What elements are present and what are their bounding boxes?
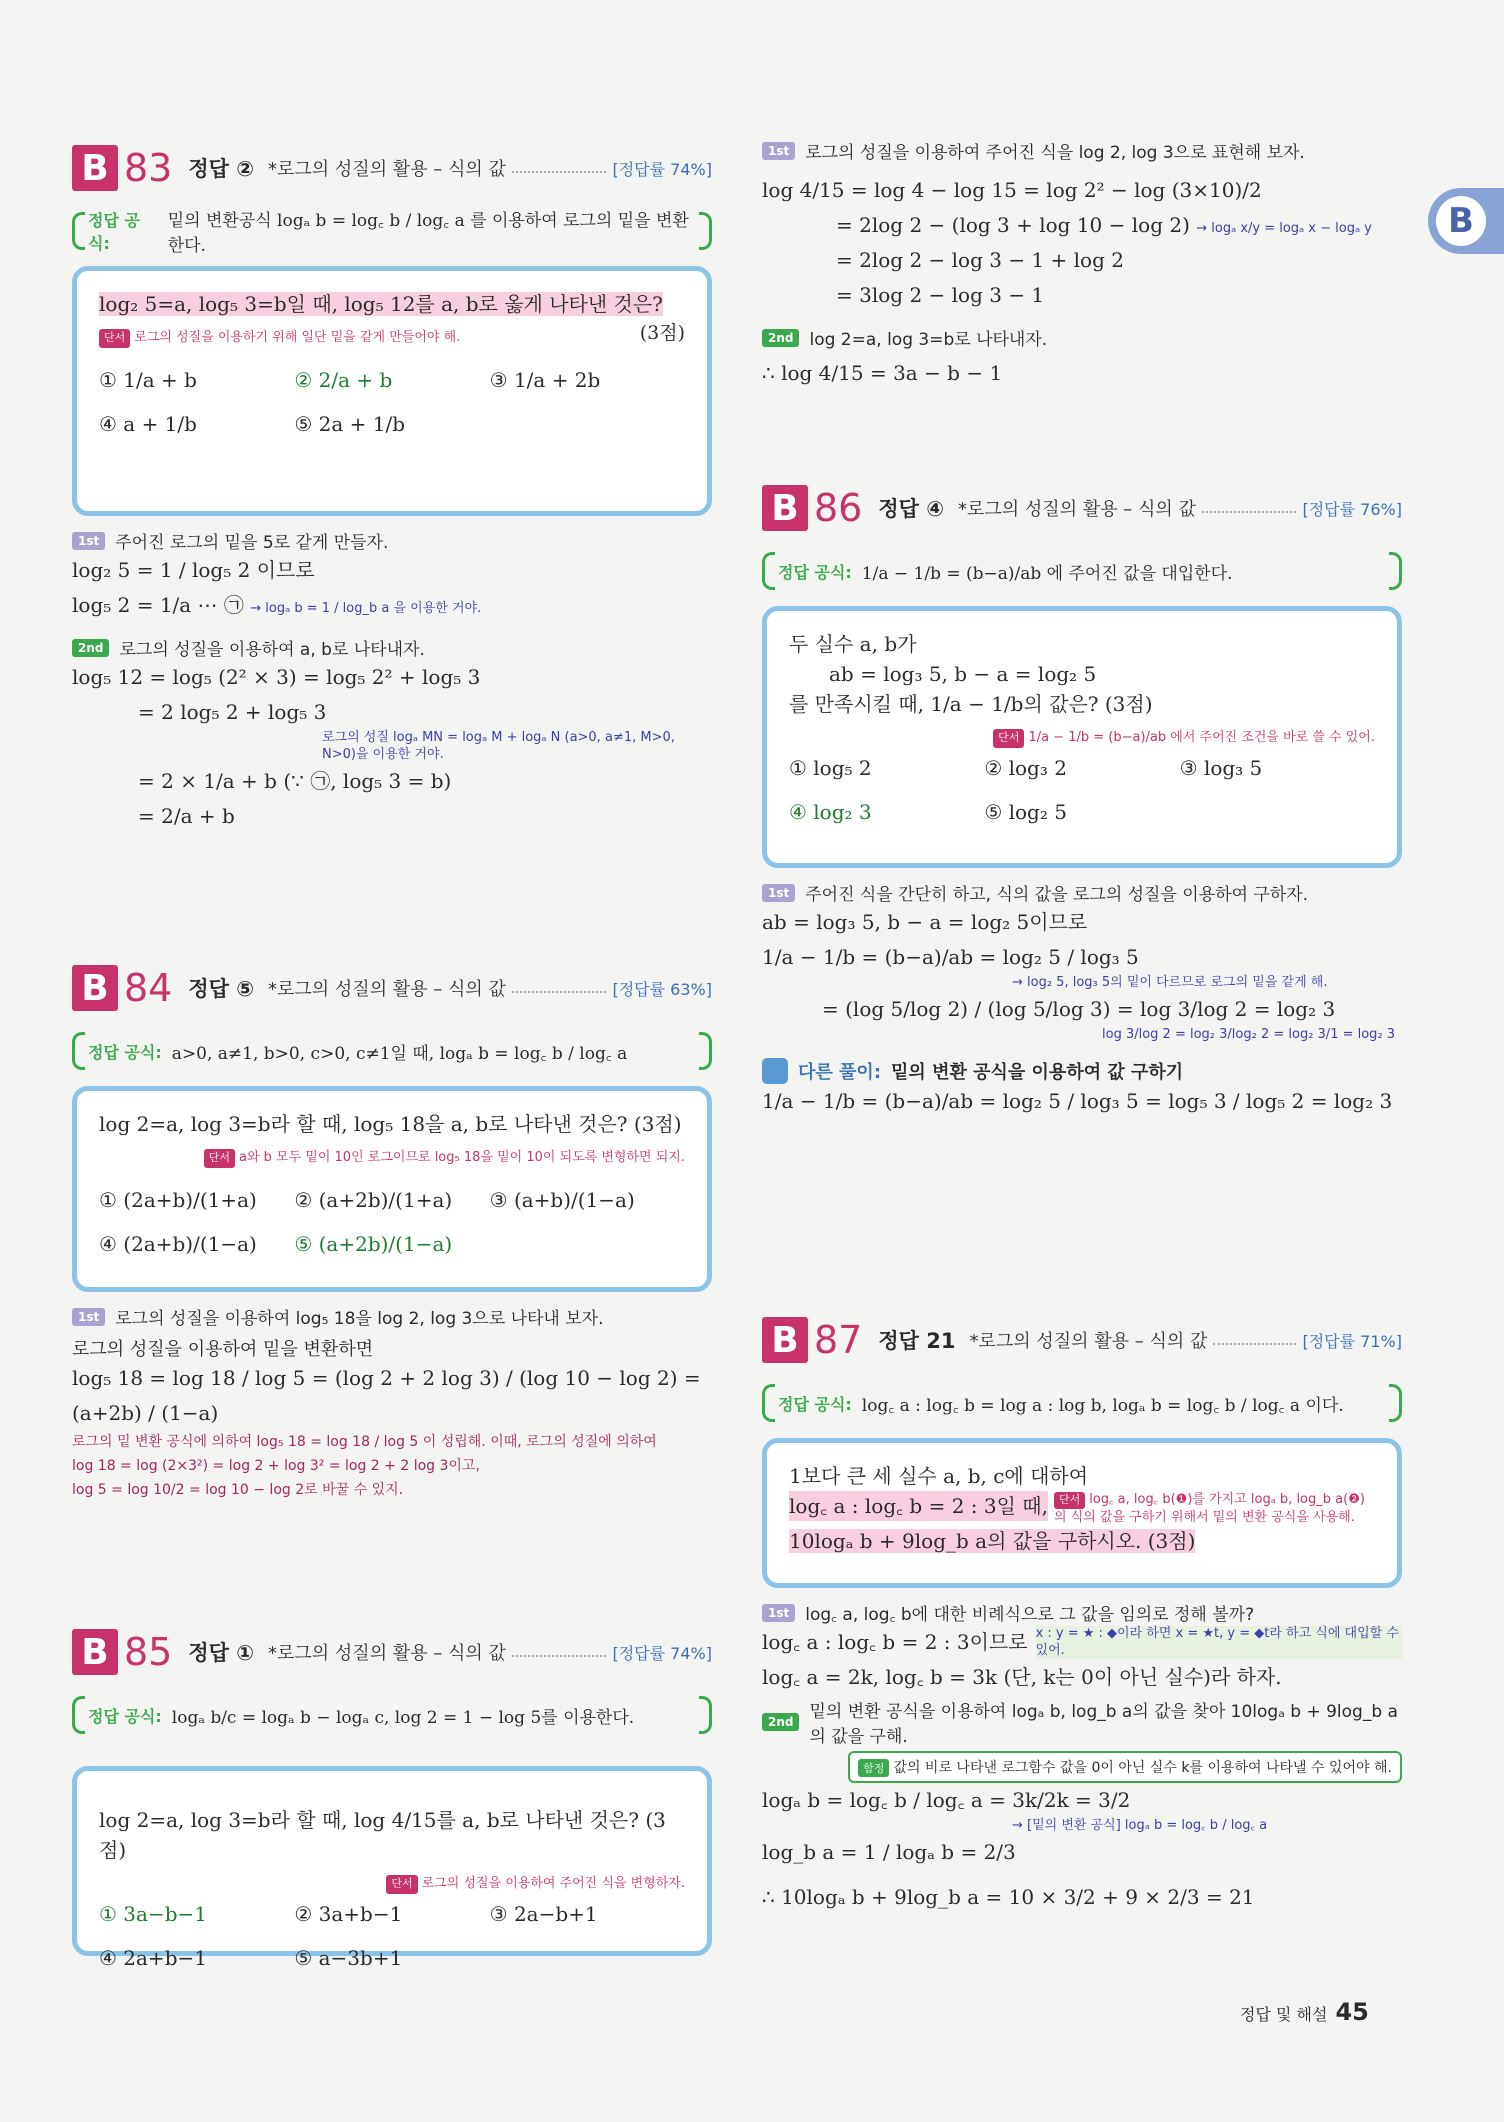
- question-line: 를 만족시킬 때, 1/a − 1/b의 값은? (3점): [789, 692, 1153, 716]
- step-badge: 2nd: [762, 329, 799, 347]
- answer-label: 정답 ①: [188, 1641, 255, 1665]
- question-text: log 2=a, log 3=b라 할 때, log 4/15를 a, b로 나타낸 것은? (3점): [99, 1808, 666, 1862]
- answer-formula: [72, 1030, 712, 1072]
- problem-header: [762, 1310, 1402, 1370]
- points: (3점): [639, 322, 685, 344]
- question-text: log₂ 5=a, log₅ 3=b일 때, log₅ 12를 a, b로 옳게 나타낸 것은?: [99, 292, 663, 316]
- tip-text: 1/a − 1/b = (b−a)/ab 에서 주어진 조건을 바로 쓸 수 있어.: [1028, 730, 1375, 745]
- answer-label: 정답 ②: [188, 157, 255, 181]
- problem-header: [72, 958, 712, 1018]
- tip-text: log꜀ a, log꜀ b(❶)를 가지고 logₐ b, log_b a(❷)의 식의 값을 구하기 위해서 밑의 변환 공식을 사용해.: [1053, 1492, 1365, 1525]
- alt-title: 밑의 변환 공식을 이용하여 값 구하기: [891, 1061, 1184, 1083]
- correct-rate: [정답률 74%]: [612, 1643, 712, 1663]
- question-line: 10logₐ b + 9log_b a의 값을 구하시오. (3점): [789, 1529, 1196, 1554]
- question-box: [72, 1766, 712, 1970]
- formula-label: 정답 공식:: [778, 562, 852, 582]
- step-2: [762, 1697, 1402, 1747]
- step-1: [72, 1304, 712, 1329]
- formula-text: a>0, a≠1, b>0, c>0, c≠1일 때, logₐ b = log꜀ b / log꜀ a: [171, 1043, 628, 1064]
- problem-84: [72, 958, 712, 1502]
- question-line: ab = log₃ 5, b − a = log₂ 5: [829, 662, 1097, 686]
- step-text: 주어진 식을 간단히 하고, 식의 값을 로그의 성질을 이용하여 구하자.: [805, 885, 1309, 905]
- question-box: [72, 266, 712, 516]
- note: 로그의 성질 logₐ MN = logₐ M + logₐ N (a>0, a≠1, M>0, N>0)을 이용한 거야.: [322, 730, 675, 762]
- solution-lines-2: [762, 1783, 1402, 1915]
- formula-label: 정답 공식:: [778, 1394, 852, 1414]
- formula-label: 정답 공식:: [88, 1042, 162, 1062]
- note: → logₐ b = 1 / log_b a 을 이용한 거야.: [250, 601, 482, 616]
- tip-text: a와 b 모두 밑이 10인 로그이므로 log₅ 18을 밑이 10이 되도록 변형하면 되지.: [239, 1150, 685, 1165]
- formula-text: 밑의 변환공식 logₐ b = log꜀ b / log꜀ a 를 이용하여 로그의 밑을 변환한다.: [167, 211, 689, 256]
- choice-4-selected: ④ log₂ 3: [789, 800, 872, 824]
- tip-badge: 단서: [993, 729, 1024, 748]
- problem-87: [762, 1310, 1402, 1915]
- note: log 5 = log 10/2 = log 10 − log 2로 바꿀 수 있지.: [72, 1481, 404, 1498]
- problem-letter: B: [762, 485, 808, 531]
- question-text: log 2=a, log 3=b라 할 때, log₅ 18을 a, b로 나타낸 것은? (3점): [99, 1112, 682, 1136]
- explanation-text: 로그의 성질을 이용하여 밑을 변환하면: [72, 1339, 374, 1360]
- problem-number: 86: [814, 486, 863, 530]
- topic: *로그의 성질의 활용 – 식의 값: [969, 1331, 1208, 1352]
- dotted-leader: [1202, 511, 1297, 513]
- solution-2: [72, 660, 712, 834]
- correct-rate: [정답률 71%]: [1302, 1331, 1402, 1351]
- choice-2: ② (a+2b)/(1+a): [294, 1188, 453, 1212]
- math-line: = 2/a + b: [138, 803, 235, 828]
- tip-badge: 단서: [204, 1149, 235, 1168]
- page-number: 45: [1335, 1998, 1369, 2026]
- problem-header: [72, 1622, 712, 1682]
- step-1: [762, 880, 1402, 905]
- formula-text: log꜀ a : log꜀ b = log a : log b, logₐ b = log꜀ b / log꜀ a 이다.: [861, 1395, 1344, 1416]
- alt-label: 다른 풀이:: [798, 1061, 882, 1083]
- choice-3: ③ 1/a + 2b: [489, 368, 601, 392]
- tip-badge: 단서: [99, 329, 130, 348]
- math-line: = 2log 2 − (log 3 + log 10 − log 2): [836, 213, 1190, 237]
- math-line: log₅ 18 = log 18 / log 5 = (log 2 + 2 log 3) / (log 10 − log 2) = (a+2b) / (1−a): [72, 1366, 701, 1425]
- choice-2-selected: ② 2/a + b: [294, 368, 393, 392]
- step-text: 주어진 로그의 밑을 5로 같게 만들자.: [115, 533, 389, 553]
- solution-lines: [762, 173, 1402, 313]
- footer-label: 정답 및 해설: [1240, 2005, 1328, 2024]
- choice-list: [99, 365, 685, 439]
- step-text: 로그의 성질을 이용하여 a, b로 나타내자.: [119, 640, 425, 660]
- answer-formula: [72, 210, 712, 256]
- solution-lines: [762, 905, 1402, 1044]
- answer-formula: [762, 1382, 1402, 1424]
- choice-list: [99, 1185, 685, 1259]
- step-badge: 2nd: [762, 1713, 799, 1731]
- correct-rate: [정답률 63%]: [612, 979, 712, 999]
- choice-5: ⑤ 2a + 1/b: [294, 412, 406, 436]
- note: x : y = ★ : ◆이라 하면 x = ★t, y = ◆t라 하고 식에 대입할 수 있어.: [1036, 1626, 1402, 1660]
- answer-label: 정답 21: [878, 1329, 956, 1353]
- math-line: log꜀ a = 2k, log꜀ b = 3k (단, k는 0이 아닌 실수)라 하자.: [762, 1665, 1282, 1689]
- choice-1: ① log₅ 2: [789, 756, 872, 780]
- correct-rate: [정답률 76%]: [1302, 499, 1402, 519]
- tip-text: 로그의 성질을 이용하여 주어진 식을 변형하자.: [421, 1876, 685, 1891]
- question-box: [762, 1438, 1402, 1588]
- choice-1-selected: ① 3a−b−1: [99, 1902, 207, 1926]
- step-text: log 2=a, log 3=b로 나타내자.: [809, 330, 1048, 350]
- final-answer: ∴ 10logₐ b + 9log_b a = 10 × 3/2 + 9 × 2/3 = 21: [762, 1884, 1255, 1909]
- formula-text: logₐ b/c = logₐ b − logₐ c, log 2 = 1 − log 5를 이용한다.: [171, 1707, 635, 1728]
- answer-label: 정답 ⑤: [188, 977, 255, 1001]
- math-line: = 3log 2 − log 3 − 1: [836, 283, 1045, 307]
- math-line: = 2 log₅ 2 + log₅ 3: [138, 700, 327, 724]
- trap-text: 값의 비로 나타낸 로그함수 값을 0이 아닌 실수 k를 이용하여 나타낼 수 있어야 해.: [893, 1760, 1392, 1776]
- step-1: [762, 138, 1402, 163]
- answer-label: 정답 ④: [878, 497, 945, 521]
- final-answer: ∴ log 4/15 = 3a − b − 1: [762, 361, 1003, 385]
- problem-85-solution: [762, 138, 1402, 391]
- choice-5: ⑤ log₂ 5: [984, 800, 1067, 824]
- solution-1: [72, 553, 712, 623]
- step-text: 로그의 성질을 이용하여 log₅ 18을 log 2, log 3으로 나타내 보자.: [115, 1309, 604, 1329]
- question-box: [72, 1086, 712, 1292]
- choice-4: ④ 2a+b−1: [99, 1946, 207, 1970]
- note: log 18 = log (2×3²) = log 2 + log 3² = log 2 + 2 log 3이고,: [72, 1457, 480, 1474]
- question-line: 1보다 큰 세 실수 a, b, c에 대하여: [789, 1464, 1089, 1488]
- math-line: log_b a = 1 / logₐ b = 2/3: [762, 1839, 1016, 1864]
- math-line: = 2 × 1/a + b (∵ ㉠, log₅ 3 = b): [138, 768, 452, 793]
- note: 로그의 밑 변환 공식에 의하여 log₅ 18 = log 18 / log 5 이 성립해. 이때, 로그의 성질에 의하여: [72, 1434, 657, 1450]
- note: → log₂ 5, log₃ 5의 밑이 다르므로 로그의 밑을 같게 해.: [1012, 975, 1328, 990]
- choice-1: ① (2a+b)/(1+a): [99, 1188, 257, 1212]
- math-line: ab = log₃ 5, b − a = log₂ 5이므로: [762, 910, 1088, 934]
- problem-85: [72, 1622, 712, 1970]
- choice-5-selected: ⑤ (a+2b)/(1−a): [294, 1232, 453, 1256]
- correct-rate: [정답률 74%]: [612, 159, 712, 179]
- problem-number: 87: [814, 1318, 863, 1362]
- choice-2: ② log₃ 2: [984, 756, 1067, 780]
- step-1: [762, 1600, 1402, 1625]
- step-text: 밑의 변환 공식을 이용하여 logₐ b, log_b a의 값을 찾아 10logₐ b + 9log_b a의 값을 구해.: [809, 1702, 1398, 1747]
- problem-letter: B: [72, 965, 118, 1011]
- note-list: [72, 1431, 712, 1502]
- formula-label: 정답 공식:: [88, 1706, 162, 1726]
- trap-note: [848, 1751, 1402, 1783]
- choice-3: ③ 2a−b+1: [489, 1902, 598, 1926]
- choice-2: ② 3a+b−1: [294, 1902, 403, 1926]
- choice-4: ④ (2a+b)/(1−a): [99, 1232, 257, 1256]
- question-line: 두 실수 a, b가: [789, 632, 917, 656]
- choice-5: ⑤ a−3b+1: [294, 1946, 403, 1970]
- problem-header: [72, 138, 712, 198]
- math-line: = (log 5/log 2) / (log 5/log 3) = log 3/log 2 = log₂ 3: [822, 996, 1336, 1021]
- step-text: 로그의 성질을 이용하여 주어진 식을 log 2, log 3으로 표현해 보자.: [805, 143, 1305, 163]
- step-badge: 1st: [72, 532, 105, 550]
- section-tab: [1428, 188, 1504, 254]
- problem-86: [762, 478, 1402, 1119]
- dotted-leader: [1213, 1343, 1296, 1345]
- solution-lines: [762, 1625, 1402, 1695]
- math-line: log₅ 12 = log₅ (2² × 3) = log₅ 2² + log₅ 3: [72, 665, 481, 689]
- formula-text: 1/a − 1/b = (b−a)/ab 에 주어진 값을 대입한다.: [861, 563, 1233, 584]
- math-line: log₂ 5 = 1 / log₅ 2 이므로: [72, 558, 315, 582]
- dotted-leader: [512, 991, 607, 993]
- tip-text: 로그의 성질을 이용하기 위해 일단 밑을 같게 만들어야 해.: [134, 330, 461, 345]
- step-badge: 1st: [72, 1308, 105, 1326]
- page-footer: [1240, 1998, 1369, 2026]
- alternative-solution: [762, 1058, 1402, 1084]
- step-badge: 2nd: [72, 639, 109, 657]
- math-line: 1/a − 1/b = (b−a)/ab = log₂ 5 / log₃ 5: [762, 945, 1139, 969]
- choice-1: ① 1/a + b: [99, 368, 197, 392]
- question-line: log꜀ a : log꜀ b = 2 : 3일 때,: [789, 1491, 1048, 1521]
- problem-header: [762, 478, 1402, 538]
- math-line: log꜀ a : log꜀ b = 2 : 3이므로: [762, 1630, 1028, 1654]
- note: → logₐ x/y = logₐ x − logₐ y: [1196, 221, 1372, 236]
- step-text: log꜀ a, log꜀ b에 대한 비례식으로 그 값을 임의로 정해 볼까?: [805, 1605, 1255, 1625]
- problem-number: 83: [124, 146, 173, 190]
- trap-badge: 함정: [858, 1759, 889, 1777]
- tip-badge: 단서: [386, 1875, 417, 1894]
- alternative-icon: [762, 1058, 788, 1084]
- math-line: logₐ b = log꜀ b / log꜀ a = 3k/2k = 3/2: [762, 1788, 1131, 1812]
- topic: *로그의 성질의 활용 – 식의 값: [268, 979, 506, 1000]
- note: log 3/log 2 = log₂ 3/log₂ 2 = log₂ 3/1 = log₂ 3: [1102, 1026, 1396, 1042]
- problem-letter: B: [72, 145, 118, 191]
- math-line: 1/a − 1/b = (b−a)/ab = log₂ 5 / log₃ 5 = log₅ 3 / log₅ 2 = log₂ 3: [762, 1088, 1393, 1113]
- step-badge: 1st: [762, 142, 795, 160]
- question-box: [762, 606, 1402, 868]
- answer-formula: [762, 550, 1402, 592]
- math-line: log 4/15 = log 4 − log 15 = log 2² − log (3×10)/2: [762, 178, 1262, 202]
- topic: *로그의 성질의 활용 – 식의 값: [268, 1643, 506, 1664]
- problem-83: [72, 138, 712, 834]
- math-line: = 2log 2 − log 3 − 1 + log 2: [836, 248, 1124, 272]
- math-line: log₅ 2 = 1/a ⋯ ㉠: [72, 593, 244, 617]
- step-1: [72, 528, 712, 553]
- section-tab-letter: B: [1436, 196, 1486, 246]
- dotted-leader: [512, 171, 607, 173]
- choice-list: [789, 753, 1375, 827]
- problem-letter: B: [762, 1317, 808, 1363]
- note: → [밑의 변환 공식] logₐ b = log꜀ b / log꜀ a: [1012, 1818, 1268, 1833]
- formula-label: 정답 공식:: [88, 211, 140, 253]
- choice-4: ④ a + 1/b: [99, 412, 197, 436]
- choice-list: [99, 1899, 685, 1973]
- choice-3: ③ log₃ 5: [1179, 756, 1263, 780]
- choice-3: ③ (a+b)/(1−a): [489, 1188, 635, 1212]
- dotted-leader: [512, 1655, 607, 1657]
- problem-number: 84: [124, 966, 173, 1010]
- step-2: [762, 325, 1402, 350]
- step-2: [72, 635, 712, 660]
- tip-badge: 단서: [1054, 1492, 1085, 1509]
- step-badge: 1st: [762, 884, 795, 902]
- problem-number: 85: [124, 1630, 173, 1674]
- topic: *로그의 성질의 활용 – 식의 값: [268, 159, 506, 180]
- step-badge: 1st: [762, 1604, 795, 1622]
- answer-formula: [72, 1694, 712, 1736]
- topic: *로그의 성질의 활용 – 식의 값: [958, 499, 1196, 520]
- problem-letter: B: [72, 1629, 118, 1675]
